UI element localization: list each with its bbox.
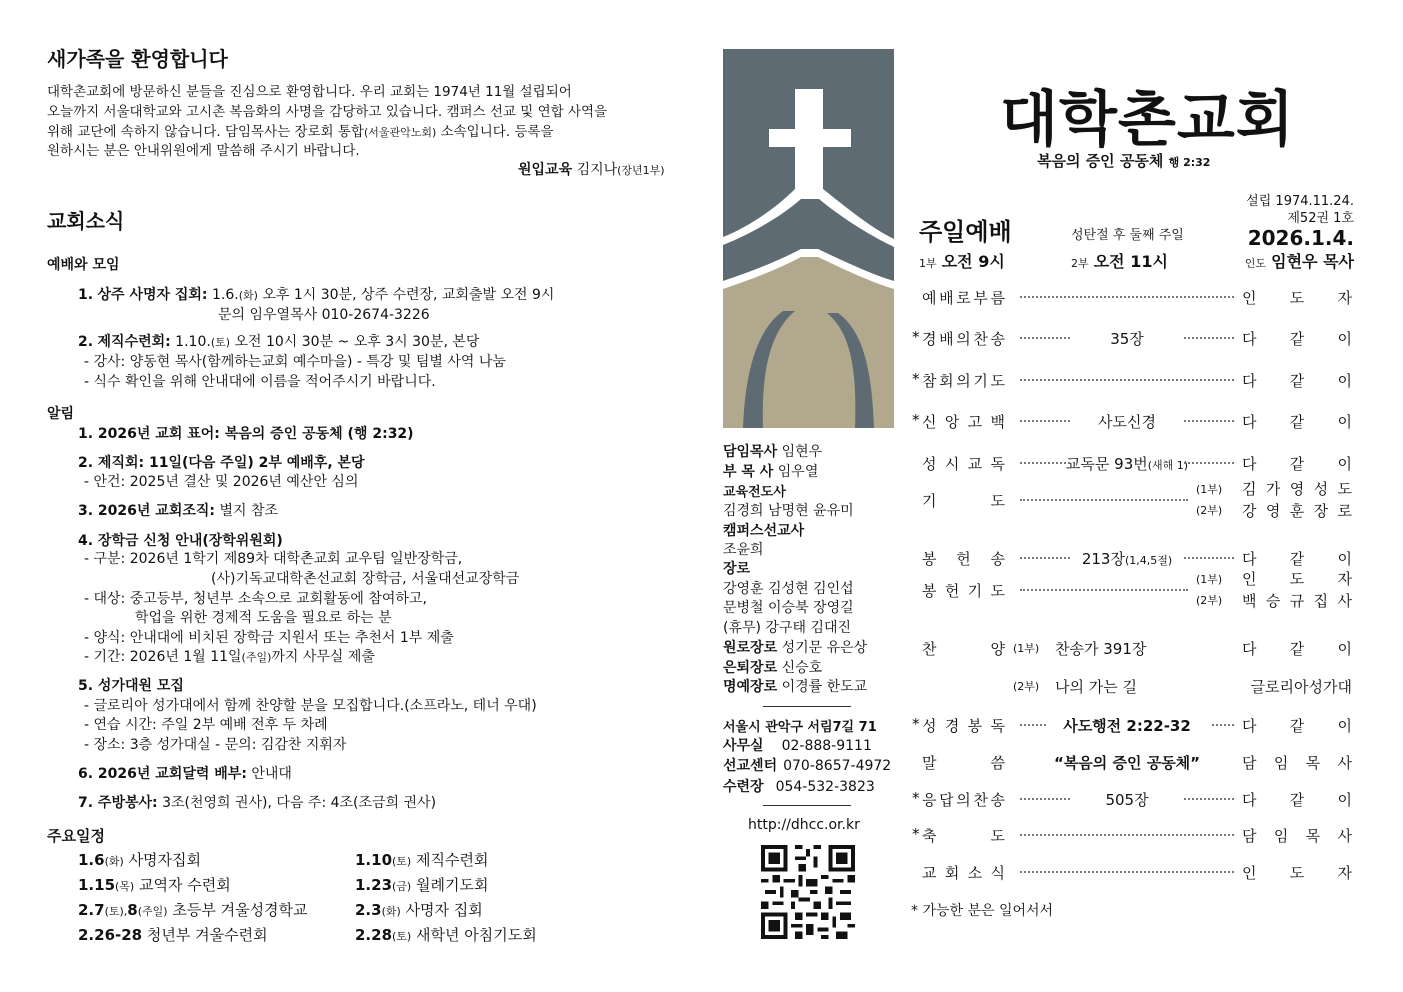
worship-item-person-char: 인 (1242, 864, 1257, 882)
notice-4-sub2b: 학업을 위한 경제적 도움을 필요로 하는 분 (135, 610, 392, 626)
worship-item-person-char: 자 (1337, 864, 1352, 882)
worship-item-name-char: 참 (922, 372, 937, 390)
welcome-line-2: 오늘까지 서울대학교와 고시촌 복음화의 사명을 감당하고 있습니다. 캠퍼스 선교 및 연합 사역을 (47, 104, 608, 120)
worship-item (912, 370, 1352, 392)
worship-item-name-char: 로 (956, 289, 971, 307)
schedule-item: 1.6(화) 사명자집회 (78, 851, 202, 869)
worship-item-name (922, 370, 1005, 391)
notice-4-sub2: - 대상: 중고등부, 청년부 소속으로 교회활동에 참여하고, (84, 591, 427, 607)
worship-item-name-char: 송 (990, 791, 1005, 809)
qr-code[interactable] (761, 845, 855, 939)
schedule-item: 1.23(금) 월례기도회 (355, 876, 489, 894)
worship-item-name-char: 응 (922, 791, 937, 809)
dot-leader (1184, 798, 1234, 800)
notice-4-sub1: - 구분: 2026년 1학기 제89차 대학촌교회 교우팀 일반장학금, (84, 551, 463, 567)
service-title: 주일예배 (919, 218, 1012, 246)
phone-office: 사무실 02-888-9111 (723, 738, 872, 754)
dot-leader (1020, 420, 1070, 422)
worship-item-person-char: 이 (1337, 455, 1352, 473)
worship-item-name-char: 경 (944, 717, 960, 735)
worship-item (912, 287, 1352, 309)
notice-6: 6. 2026년 교회달력 배부: 안내대 (78, 766, 292, 782)
staff-campus: 조윤희 (723, 542, 764, 558)
worship-item-name-char: 봉 (922, 582, 937, 600)
worship-item-person (1242, 500, 1352, 521)
stand-marker: * (912, 789, 920, 807)
worship-item-name-char: 헌 (956, 550, 971, 568)
dot-leader (1184, 557, 1234, 559)
worship-item-detail: 나의 가는 길 (1055, 678, 1137, 696)
website-link[interactable]: http://dhcc.or.kr (748, 817, 860, 833)
worship-item (912, 480, 1352, 520)
volume-number: 제52권 1호 (1287, 211, 1354, 226)
staff-edu: 김경희 남명현 윤유미 (723, 503, 854, 519)
worship-item-person-char: 이 (1337, 717, 1352, 735)
worship-item-person-char: 이 (1337, 413, 1352, 431)
notice-7: 7. 주방봉사: 3조(천영희 권사), 다음 주: 4조(조금희 권사) (78, 795, 437, 811)
worship-item-name-char: 독 (990, 455, 1005, 473)
worship-item (912, 411, 1352, 433)
dot-leader (1212, 724, 1234, 726)
worship-item-person-char: 다 (1242, 791, 1257, 809)
worship-item-person-char: 다 (1242, 372, 1257, 390)
worship-item-person-char: 같 (1289, 455, 1305, 473)
worship-item-detail-text: 35장 (1110, 330, 1144, 348)
worship-item-person (1242, 789, 1352, 810)
worship-item-person-char: 강 (1242, 502, 1257, 520)
worship-item-person (1242, 370, 1352, 391)
worship-item-person-char: 인 (1242, 570, 1257, 588)
worship-item-person (1242, 478, 1352, 499)
worship-item-person-char: 로 (1337, 502, 1352, 520)
worship-item-name-char: 의 (956, 791, 971, 809)
worship-item-detail-text: 사도행전 2:22-32 (1063, 717, 1191, 735)
worship-item-name-char: 축 (922, 827, 937, 845)
schedule-item: 2.3(화) 사명자 집회 (355, 901, 483, 919)
worship-item-person-char: 같 (1289, 640, 1305, 658)
worship-item-person-char: 자 (1337, 289, 1352, 307)
worship-item-person-char: 장 (1313, 502, 1329, 520)
worship-item-name-char: 씀 (990, 754, 1005, 772)
service-leader: 인도 임현우 목사 (1244, 252, 1354, 271)
worship-item-name-char: 의 (956, 372, 971, 390)
worship-item-person-char: 다 (1242, 330, 1257, 348)
notice-5-sub2: - 연습 시간: 주일 2부 예배 전후 두 차례 (84, 717, 328, 733)
church-address: 서울시 관악구 서림7길 71 (723, 720, 877, 735)
dot-leader (1020, 296, 1234, 298)
worship-item-person-char: 이 (1337, 330, 1352, 348)
news-item-1: 1. 상주 사명자 집회: 1.6.(화) 오후 1시 30분, 상주 수련장, 교회출발 오전 9시 (78, 287, 555, 303)
worship-item (912, 862, 1352, 884)
worship-item-name-char: 송 (990, 550, 1005, 568)
staff-campus-label: 캠퍼스선교사 (723, 523, 805, 539)
worship-item-person (1242, 638, 1352, 659)
worship-item-name-char: 교 (967, 455, 983, 473)
phone-mission-center: 선교센터 070-8657-4972 (723, 758, 892, 774)
worship-item-person-char: 도 (1289, 289, 1305, 307)
worship-item-person-char: 승 (1265, 592, 1281, 610)
worship-item-detail (912, 752, 1242, 773)
worship-item-name-char: 회 (944, 864, 960, 882)
worship-item-name-char: 소 (967, 864, 983, 882)
dot-leader (1020, 724, 1046, 726)
staff-edu-label: 교육전도사 (723, 485, 786, 500)
worship-item-name-char: 성 (922, 717, 937, 735)
worship-item-person (1242, 328, 1352, 349)
worship-item-name-char: 기 (922, 492, 937, 510)
worship-item-name-char: 배 (939, 289, 954, 307)
dot-leader (1020, 557, 1070, 559)
worship-item-person-char: 이 (1337, 791, 1352, 809)
worship-item-detail-text: 505장 (1105, 791, 1149, 809)
worship-item-name-char: 기 (973, 372, 988, 390)
worship-item-person-char: 가 (1265, 480, 1281, 498)
worship-item-name-char: 배 (939, 330, 954, 348)
worship-item-name-char: 도 (990, 582, 1005, 600)
service-part-label: (2부) (1196, 594, 1223, 607)
stand-marker: * (912, 370, 920, 388)
notice-4-sub4: - 기간: 2026년 1월 11일(주일)까지 사무실 제출 (84, 649, 375, 665)
worship-item-person-char: 영 (1265, 502, 1281, 520)
church-motto: 복음의 증인 공동체 행 2:32 (1037, 152, 1211, 170)
worship-item-person-char: 다 (1242, 550, 1257, 568)
dot-leader (1020, 871, 1234, 873)
dot-leader (1020, 798, 1070, 800)
worship-item-detail-text: 교독문 93번 (1065, 455, 1148, 473)
phone-retreat: 수련장 054-532-3823 (723, 779, 875, 795)
schedule-item: 2.28(토) 새학년 아침기도회 (355, 926, 537, 944)
second-service-time: 2부 오전 11시 (1071, 252, 1168, 271)
worship-item-person (1242, 715, 1352, 736)
service-part-label: (2부) (1196, 504, 1223, 517)
church-name: 대학촌교회 (1000, 85, 1295, 155)
worship-item-person-char: 같 (1289, 717, 1305, 735)
worship-item-name-char: 경 (922, 330, 937, 348)
worship-item-person-char: 사 (1337, 754, 1352, 772)
worship-item-person-char: 규 (1289, 592, 1305, 610)
worship-item (912, 638, 1352, 660)
service-part-label: (2부) (1013, 680, 1040, 693)
worship-item-person-char: 사 (1337, 827, 1352, 845)
worship-item-name-char: 봉 (967, 717, 983, 735)
notice-1: 1. 2026년 교회 표어: 복음의 증인 공동체 (행 2:32) (78, 426, 414, 442)
welcome-line-4: 원하시는 분은 안내위원에게 말씀해 주시기 바랍니다. (47, 143, 360, 159)
worship-item-person (1242, 752, 1352, 773)
notice-3: 3. 2026년 교회조직: 별지 참조 (78, 503, 278, 519)
worship-item-person: 글로리아성가대 (1250, 678, 1352, 696)
schedule-item: 2.26-28 청년부 겨울수련회 (78, 926, 268, 944)
worship-item (912, 715, 1352, 737)
notice-5-sub3: - 장소: 3층 성가대실 - 문의: 김감찬 지휘자 (84, 737, 347, 753)
service-date: 2026.1.4. (1247, 226, 1354, 250)
worship-item-person-char: 같 (1289, 413, 1305, 431)
dot-leader (1184, 462, 1234, 464)
worship-item-person-char: 임 (1273, 827, 1289, 845)
worship-item-person (1242, 825, 1352, 846)
service-part-label: (1부) (1013, 642, 1040, 655)
worship-item-name-char: 의 (956, 330, 971, 348)
stand-marker: * (912, 715, 920, 733)
stand-marker: * (912, 411, 920, 429)
dot-leader (1184, 337, 1234, 339)
worship-item-detail-text: 사도신경 (1098, 413, 1156, 431)
worship-item-name-char: 답 (939, 791, 954, 809)
cover-cross-illustration (723, 49, 894, 428)
worship-item-detail-text: 213장 (1081, 550, 1125, 568)
worship-item-person (1242, 862, 1352, 883)
worship-item (912, 752, 1352, 774)
worship-item-person-char: 같 (1289, 791, 1305, 809)
worship-item-person-char: 다 (1242, 455, 1257, 473)
worship-item-name-char: 송 (990, 330, 1005, 348)
standing-footnote: * 가능한 분은 일어서서 (911, 903, 1054, 919)
news-item-2: 2. 제직수련회: 1.10.(토) 오전 10시 30분 ~ 오후 3시 30분, 본당 (78, 334, 480, 350)
worship-item-name-char: 예 (922, 289, 937, 307)
worship-item (912, 570, 1352, 610)
dot-leader (1020, 337, 1070, 339)
service-part-label: (1부) (1196, 573, 1223, 586)
worship-item-person-char: 이 (1337, 640, 1352, 658)
worship-item-detail-note: (1,4,5절) (1124, 554, 1173, 567)
staff-associate: 부 목 사 임우열 (723, 464, 819, 480)
worship-item-name-char: 고 (967, 413, 983, 431)
worship-item-name (922, 862, 1005, 883)
stand-marker: * (912, 328, 920, 346)
notice-4: 4. 장학금 신청 안내(장학위원회) (78, 533, 283, 549)
worship-item-person-char: 성 (1313, 480, 1329, 498)
dot-leader (1020, 499, 1188, 501)
founded-date: 설립 1974.11.24. (1246, 194, 1354, 209)
staff-elders-1: 강영훈 김성현 김인섭 (723, 581, 854, 597)
schedule-item: 1.15(목) 교역자 수련회 (78, 876, 231, 894)
worship-item-name-char: 봉 (922, 550, 937, 568)
notice-5-sub1: - 글로리아 성가대에서 함께 찬양할 분을 모집합니다.(소프라노, 테너 우대) (84, 698, 537, 714)
staff-elders-2: 문병철 이승북 장영길 (723, 600, 854, 616)
schedule-item: 1.10(토) 제직수련회 (355, 851, 489, 869)
worship-item-person-char: 목 (1305, 754, 1321, 772)
notice-2-sub: - 안건: 2025년 결산 및 2026년 예산안 심의 (84, 474, 359, 490)
worship-item-person-char: 사 (1337, 592, 1352, 610)
worship-item-detail (912, 715, 1242, 736)
worship-item-person-char: 인 (1242, 289, 1257, 307)
notice-2: 2. 제직회: 11일(다음 주일) 2부 예배후, 본당 (78, 455, 365, 471)
worship-item (912, 676, 1352, 698)
worship-item-name-char: 앙 (944, 413, 960, 431)
worship-item-person-char: 김 (1242, 480, 1257, 498)
worship-item-person-char: 담 (1242, 754, 1257, 772)
service-part-label: (1부) (1196, 483, 1223, 496)
staff-senior-elders: 원로장로 성기문 유은상 (723, 640, 868, 656)
worship-item (912, 328, 1352, 350)
schedule-item: 2.7(토),8(주일) 초등부 겨울성경학교 (78, 901, 308, 919)
worship-item-name-char: 말 (922, 754, 937, 772)
worship-item (912, 789, 1352, 811)
news-item-1-line2: 문의 임우열목사 010-2674-3226 (218, 307, 430, 323)
worship-item-name-char: 도 (990, 827, 1005, 845)
worship-item-person-char: 같 (1289, 550, 1305, 568)
liturgical-season: 성탄절 후 둘째 주일 (1071, 228, 1184, 243)
section-notices: 알림 (47, 406, 75, 422)
worship-item-person-char: 백 (1242, 592, 1257, 610)
worship-item-person-char: 도 (1289, 570, 1305, 588)
worship-item-name-char: 찬 (973, 791, 988, 809)
worship-item-person-char: 영 (1289, 480, 1305, 498)
worship-item-name-char: 백 (990, 413, 1005, 431)
worship-item-person-char: 같 (1289, 372, 1305, 390)
stand-marker: * (912, 825, 920, 843)
worship-item-name-char: 양 (990, 640, 1005, 658)
worship-item-person-char: 이 (1337, 372, 1352, 390)
worship-item-name-char: 헌 (944, 582, 960, 600)
worship-item-name-char: 식 (990, 864, 1005, 882)
dot-leader (1020, 589, 1188, 591)
worship-item-name (922, 287, 1005, 308)
worship-item-name-char: 찬 (922, 640, 937, 658)
worship-item-name-char: 도 (990, 372, 1005, 390)
worship-item (912, 548, 1352, 570)
notice-5: 5. 성가대원 모집 (78, 678, 184, 694)
news-item-2-sub2: - 식수 확인을 위해 안내대에 이름을 적어주시기 바랍니다. (84, 374, 436, 390)
staff-elders-label: 장로 (723, 561, 751, 577)
news-title: 교회소식 (47, 209, 125, 233)
dot-leader (1020, 462, 1070, 464)
welcome-title: 새가족을 환영합니다 (47, 47, 228, 71)
worship-item-person-char: 도 (1289, 864, 1305, 882)
worship-item-person (1242, 411, 1352, 432)
worship-item-name-char: 찬 (973, 330, 988, 348)
worship-item-person-char: 담 (1242, 827, 1257, 845)
notice-4-sub3: - 양식: 안내대에 비치된 장학금 지원서 또는 추천서 1부 제출 (84, 630, 454, 646)
staff-pastor: 담임목사 임현우 (723, 444, 823, 460)
worship-item-name-char: 부 (973, 289, 988, 307)
worship-item-person-char: 다 (1242, 717, 1257, 735)
worship-item-name-char: 시 (944, 455, 960, 473)
worship-item-name-char: 신 (922, 413, 937, 431)
worship-item-name-char: 도 (990, 492, 1005, 510)
news-item-2-sub1: - 강사: 양동현 목사(함께하는교회 예수마을) - 특강 및 팀별 사역 나눔 (84, 354, 506, 370)
notice-4-sub1b: (사)기독교대학촌선교회 장학금, 서울대선교장학금 (211, 571, 520, 587)
worship-item-name-char: 름 (990, 289, 1005, 307)
worship-item-person-char: 같 (1289, 330, 1305, 348)
worship-item-name-char: 기 (967, 582, 983, 600)
worship-item-person-char: 자 (1337, 570, 1352, 588)
worship-item-name-char: 회 (939, 372, 954, 390)
worship-item-person-char: 훈 (1289, 502, 1305, 520)
worship-item-name (922, 825, 1005, 846)
worship-item (912, 825, 1352, 847)
worship-item-name-char: 성 (922, 455, 937, 473)
worship-item-person-char: 목 (1305, 827, 1321, 845)
new-member-education: 원입교육 김지나(장년1부) (518, 162, 665, 178)
divider (763, 805, 851, 806)
worship-item-name (922, 490, 1005, 511)
staff-elders-3: (휴무) 강구태 김대진 (723, 620, 852, 636)
worship-item-person-char: 다 (1242, 640, 1257, 658)
worship-item-person (1242, 590, 1352, 611)
worship-item-detail-note: (새해 1) (1147, 459, 1189, 472)
worship-item-detail-text: “복음의 증인 공동체” (1053, 754, 1201, 772)
dot-leader (1184, 420, 1234, 422)
worship-item-name-char: 독 (990, 717, 1005, 735)
worship-item-detail: 찬송가 391장 (1055, 640, 1147, 658)
divider (763, 706, 851, 707)
worship-item-person (1242, 548, 1352, 569)
worship-item-person-char: 집 (1313, 592, 1329, 610)
worship-item-person (1242, 453, 1352, 474)
section-worship: 예배와 모임 (47, 257, 120, 273)
worship-item-person-char: 이 (1337, 550, 1352, 568)
welcome-line-3: 위해 교단에 속하지 않습니다. 담임목사는 장로회 통합(서울관악노회) 소속입니다. 등록을 (47, 124, 554, 140)
section-schedule: 주요일정 (47, 827, 105, 845)
welcome-line-1: 대학촌교회에 방문하신 분들을 진심으로 환영합니다. 우리 교회는 1974년 11월 설립되어 (47, 84, 572, 100)
worship-item-person (1242, 568, 1352, 589)
dot-leader (1020, 834, 1234, 836)
worship-item-name-char: 교 (922, 864, 937, 882)
worship-item-person-char: 도 (1337, 480, 1352, 498)
worship-item-person-char: 다 (1242, 413, 1257, 431)
staff-retired-elders: 은퇴장로 신승호 (723, 660, 823, 676)
worship-item-name (922, 580, 1005, 601)
first-service-time: 1부 오전 9시 (919, 252, 1005, 271)
staff-honorary-elders: 명예장로 이경률 한도교 (723, 679, 868, 695)
worship-item-person-char: 임 (1273, 754, 1289, 772)
dot-leader (1020, 379, 1234, 381)
worship-item (912, 453, 1352, 475)
worship-item-name (922, 638, 1005, 659)
worship-item-person (1242, 287, 1352, 308)
